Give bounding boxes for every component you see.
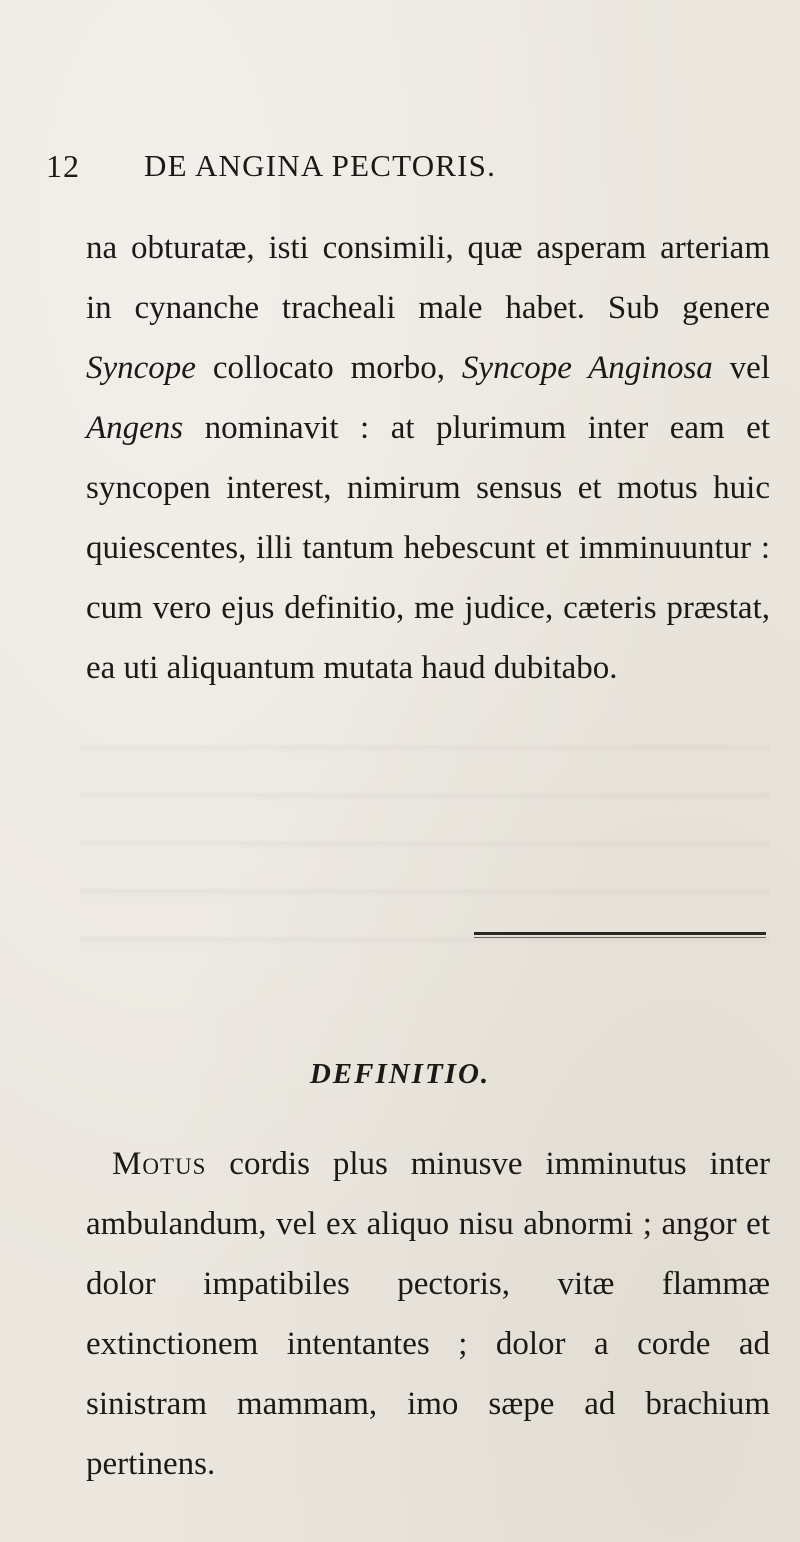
definition-paragraph <box>86 1134 770 1494</box>
italic-term-syncope: Syncope <box>86 350 196 386</box>
paragraph-text: na obturatæ, isti consimili, quæ asperam arteriam in cynanche tracheali male habet. Sub genere <box>86 230 770 326</box>
running-head <box>46 148 606 188</box>
lead-word: Motus <box>112 1146 207 1182</box>
page-number: 12 <box>46 148 80 184</box>
definition-text: cordis plus minusve imminutus inter ambulandum, vel ex aliquo nisu abnormi ; angor et dolor impatibiles pectoris, vitæ flammæ extinctionem intentantes ; dolor a corde ad sinistram mammam, imo sæpe ad brachium pertinens. <box>86 1146 770 1482</box>
show-through-texture <box>80 706 770 946</box>
italic-term-syncope-anginosa: Syncope Anginosa <box>461 350 713 386</box>
running-title: DE ANGINA PECTORIS. <box>144 148 497 183</box>
section-divider-hairline <box>474 937 766 938</box>
section-divider-rule <box>474 932 766 935</box>
section-heading: DEFINITIO. <box>309 1058 491 1090</box>
italic-term-angens: Angens <box>86 410 184 446</box>
paragraph-text: nominavit : at plurimum inter eam et syncopen interest, nimirum sensus et motus huic quiescentes, illi tantum hebescunt et imminuuntur : cum vero ejus definitio, me judice, cæteris præstat, ea uti aliquantum mutata haud dubitabo. <box>86 410 770 686</box>
paragraph-continuation <box>86 218 770 698</box>
paragraph-text: collocato morbo, <box>195 350 462 386</box>
paragraph-text: vel <box>712 350 770 386</box>
